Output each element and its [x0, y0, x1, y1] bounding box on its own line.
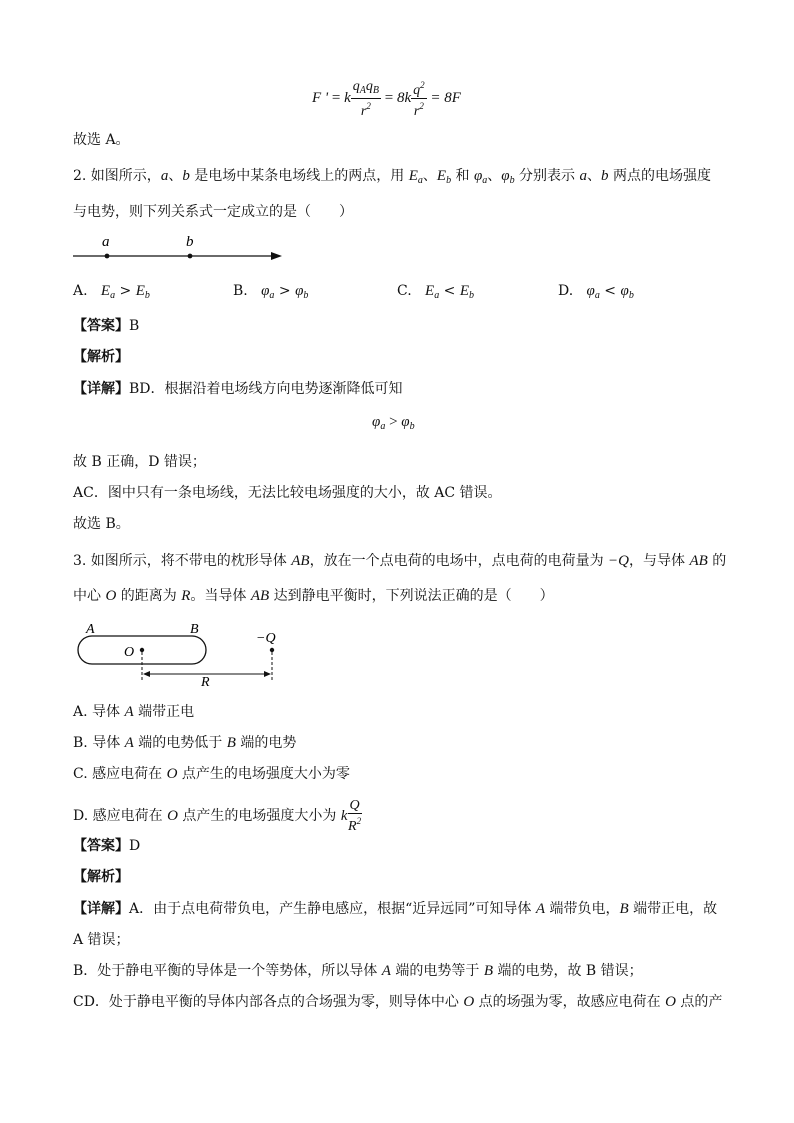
fraction-qaqb-r2: $\frac{q_Aq_B}{r^2}$ [352, 78, 379, 119]
q3-option-b[interactable]: B. 导体 A 端的电势低于 B 端的电势 [73, 735, 297, 751]
q2-line-ac: AC．图中只有一条电场线，无法比较电场强度的大小，故 AC 错误。 [73, 485, 502, 501]
q1-conclusion: 故选 A。 [73, 132, 130, 148]
fraction-Q-R2: $\frac{Q}{R^2}$ [348, 798, 362, 834]
label-B: B [190, 622, 199, 637]
q3-conductor-diagram [72, 618, 292, 690]
q2-stem-line2: 与电势，则下列关系式一定成立的是（ ） [73, 204, 353, 220]
q3-option-d[interactable]: D. 感应电荷在 O 点产生的电场强度大小为 k $\frac{Q}{R^2}$ [73, 798, 362, 834]
q2-option-a[interactable]: A. $E_a > E_b$ [73, 283, 150, 301]
q3-detail-line1: 【详解】A．由于点电荷带负电，产生静电感应，根据“近异远同”可知导体 A 端带负电，B 端带正电，故 [73, 901, 718, 917]
arrowhead-left [143, 671, 150, 677]
q2-analysis-label: 【解析】 [73, 349, 129, 365]
point-a-label: a [102, 234, 110, 250]
point-b [188, 254, 193, 259]
q2-stem-line1: 2. 如图所示，a、b 是电场中某条电场线上的两点，用 $E_a$、$E_b$ 和 $\varphi_a$、$\varphi_b$ 分别表示 a、b 两点的电场强度 [73, 168, 711, 186]
q2-option-d[interactable]: D. $\varphi_a < \varphi_b$ [558, 283, 634, 301]
charge-point [270, 648, 274, 652]
q2-field-line-diagram [70, 230, 290, 266]
q3-answer: 【答案】D [73, 838, 141, 854]
q2-detail: 【详解】BD．根据沿着电场线方向电势逐渐降低可知 [73, 381, 403, 397]
label-O: O [124, 645, 135, 660]
q3-detail-line3: B．处于静电平衡的导体是一个等势体，所以导体 A 端的电势等于 B 端的电势，故 B 错误； [73, 963, 643, 979]
point-b-label: b [186, 234, 194, 250]
q3-analysis-label: 【解析】 [73, 869, 129, 885]
field-line-arrowhead [271, 252, 282, 260]
q2-answer: 【答案】B [73, 318, 140, 334]
q3-detail-line4: CD．处于静电平衡的导体内部各点的合场强为零，则导体中心 O 点的场强为零，故感应电荷在 O 点的产 [73, 994, 723, 1010]
label-R: R [201, 675, 210, 690]
label-negQ: −Q [256, 631, 276, 646]
q2-line-bd: 故 B 正确，D 错误； [73, 454, 206, 470]
center-O [140, 648, 144, 652]
q3-stem-line2: 中心 O 的距离为 R。当导体 AB 达到静电平衡时，下列说法正确的是（ ） [73, 588, 554, 604]
q3-detail-line2: A 错误； [73, 932, 130, 948]
point-a [105, 254, 110, 259]
q2-conclusion: 故选 B。 [73, 516, 130, 532]
q2-equation: $\varphi_a > \varphi_b$ [372, 414, 415, 432]
q3-option-c[interactable]: C. 感应电荷在 O 点产生的电场强度大小为零 [73, 766, 350, 782]
arrowhead-right [264, 671, 271, 677]
q3-option-a[interactable]: A. 导体 A 端带正电 [73, 704, 195, 720]
q3-stem-line1: 3. 如图所示，将不带电的枕形导体 AB，放在一个点电荷的电场中，点电荷的电荷量为 −Q，与导体 AB 的 [73, 553, 727, 569]
fraction-q2-r2: $\frac{q^2}{r^2}$ [413, 80, 425, 119]
q2-option-c[interactable]: C. $E_a < E_b$ [397, 283, 475, 301]
formula-force: F ' = k $\frac{q_Aq_B}{r^2}$ = 8k $\frac{q^2}{r^2}$ = 8F [312, 78, 461, 119]
q2-option-b[interactable]: B. $\varphi_a > \varphi_b$ [233, 283, 309, 301]
label-A: A [86, 622, 95, 637]
